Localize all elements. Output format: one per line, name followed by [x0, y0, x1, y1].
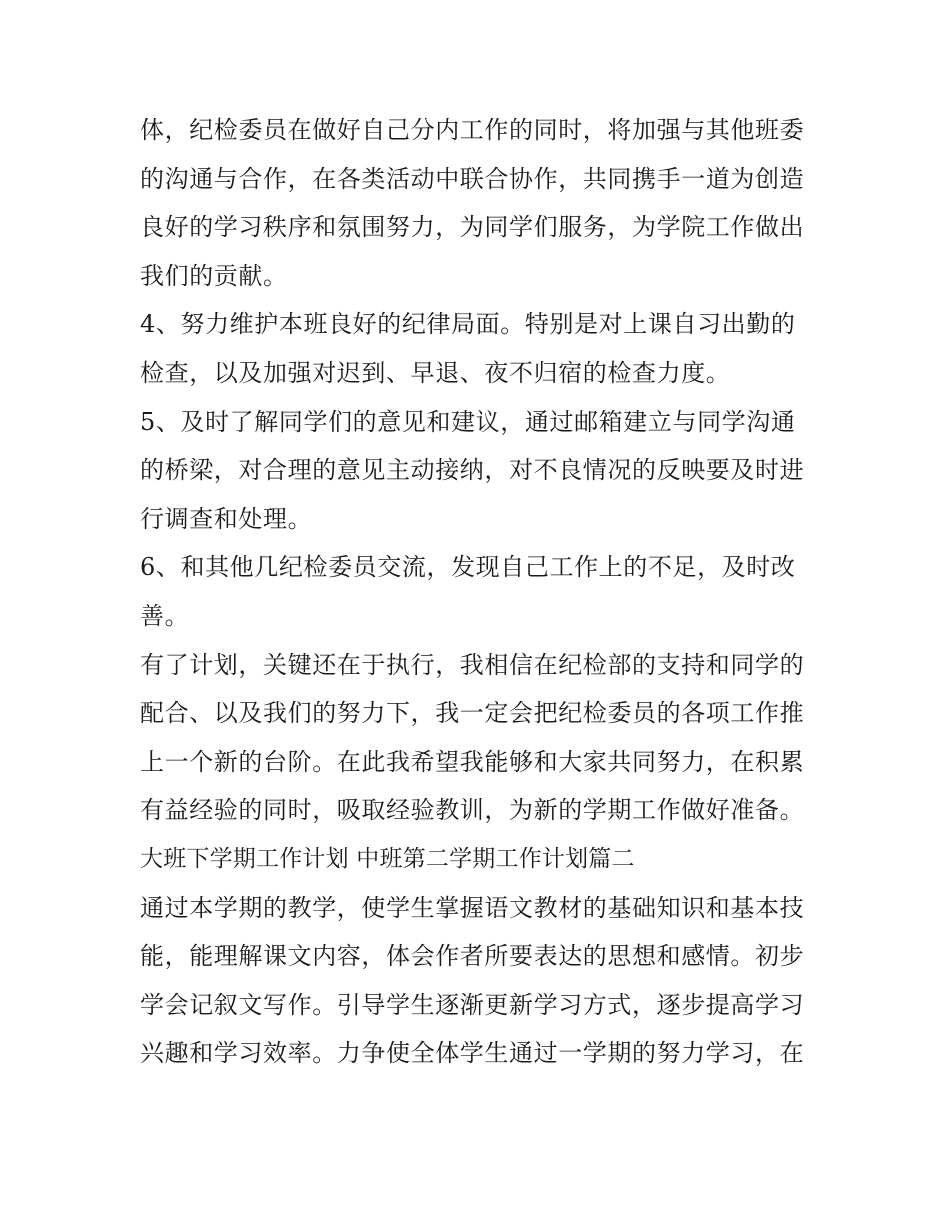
text-line: 通过本学期的教学，使学生掌握语文教材的基础知识和基本技	[140, 893, 805, 922]
text-line: 有了计划，关键还在于执行，我相信在纪检部的支持和同学的	[140, 650, 805, 679]
list-item-6: 6、和其他几纪检委员交流，发现自己工作上的不足，及时改	[140, 553, 796, 582]
text-line: 配合、以及我们的努力下，我一定会把纪检委员的各项工作推	[140, 699, 805, 728]
list-item-4: 4、努力维护本班良好的纪律局面。特别是对上课自习出勤的	[140, 310, 796, 339]
text-line: 行调查和处理。	[140, 504, 313, 533]
text-line: 能，能理解课文内容，体会作者所要表达的思想和感情。初步	[140, 942, 805, 971]
text-line: 的桥梁，对合理的意见主动接纳，对不良情况的反映要及时进	[140, 456, 805, 485]
list-item-5: 5、及时了解同学们的意见和建议，通过邮箱建立与同学沟通	[140, 407, 796, 436]
section-heading: 大班下学期工作计划 中班第二学期工作计划篇二	[140, 845, 635, 872]
text-line: 上一个新的台阶。在此我希望我能够和大家共同努力，在积累	[140, 747, 805, 776]
text-line: 有益经验的同时，吸取经验教训，为新的学期工作做好准备。	[140, 796, 805, 825]
text-line: 善。	[140, 601, 190, 630]
text-line: 良好的学习秩序和氛围努力，为同学们服务，为学院工作做出	[140, 213, 805, 242]
body-text	[140, 106, 820, 1078]
text-line: 检查，以及加强对迟到、早退、夜不归宿的检查力度。	[140, 358, 731, 387]
text-line: 学会记叙文写作。引导学生逐渐更新学习方式，逐步提高学习	[140, 990, 805, 1019]
text-line: 体，纪检委员在做好自己分内工作的同时，将加强与其他班委	[140, 116, 805, 144]
text-line: 兴趣和学习效率。力争使全体学生通过一学期的努力学习，在	[140, 1039, 805, 1068]
text-line: 的沟通与合作，在各类活动中联合协作，共同携手一道为创造	[140, 164, 805, 193]
text-line: 我们的贡献。	[140, 261, 288, 290]
